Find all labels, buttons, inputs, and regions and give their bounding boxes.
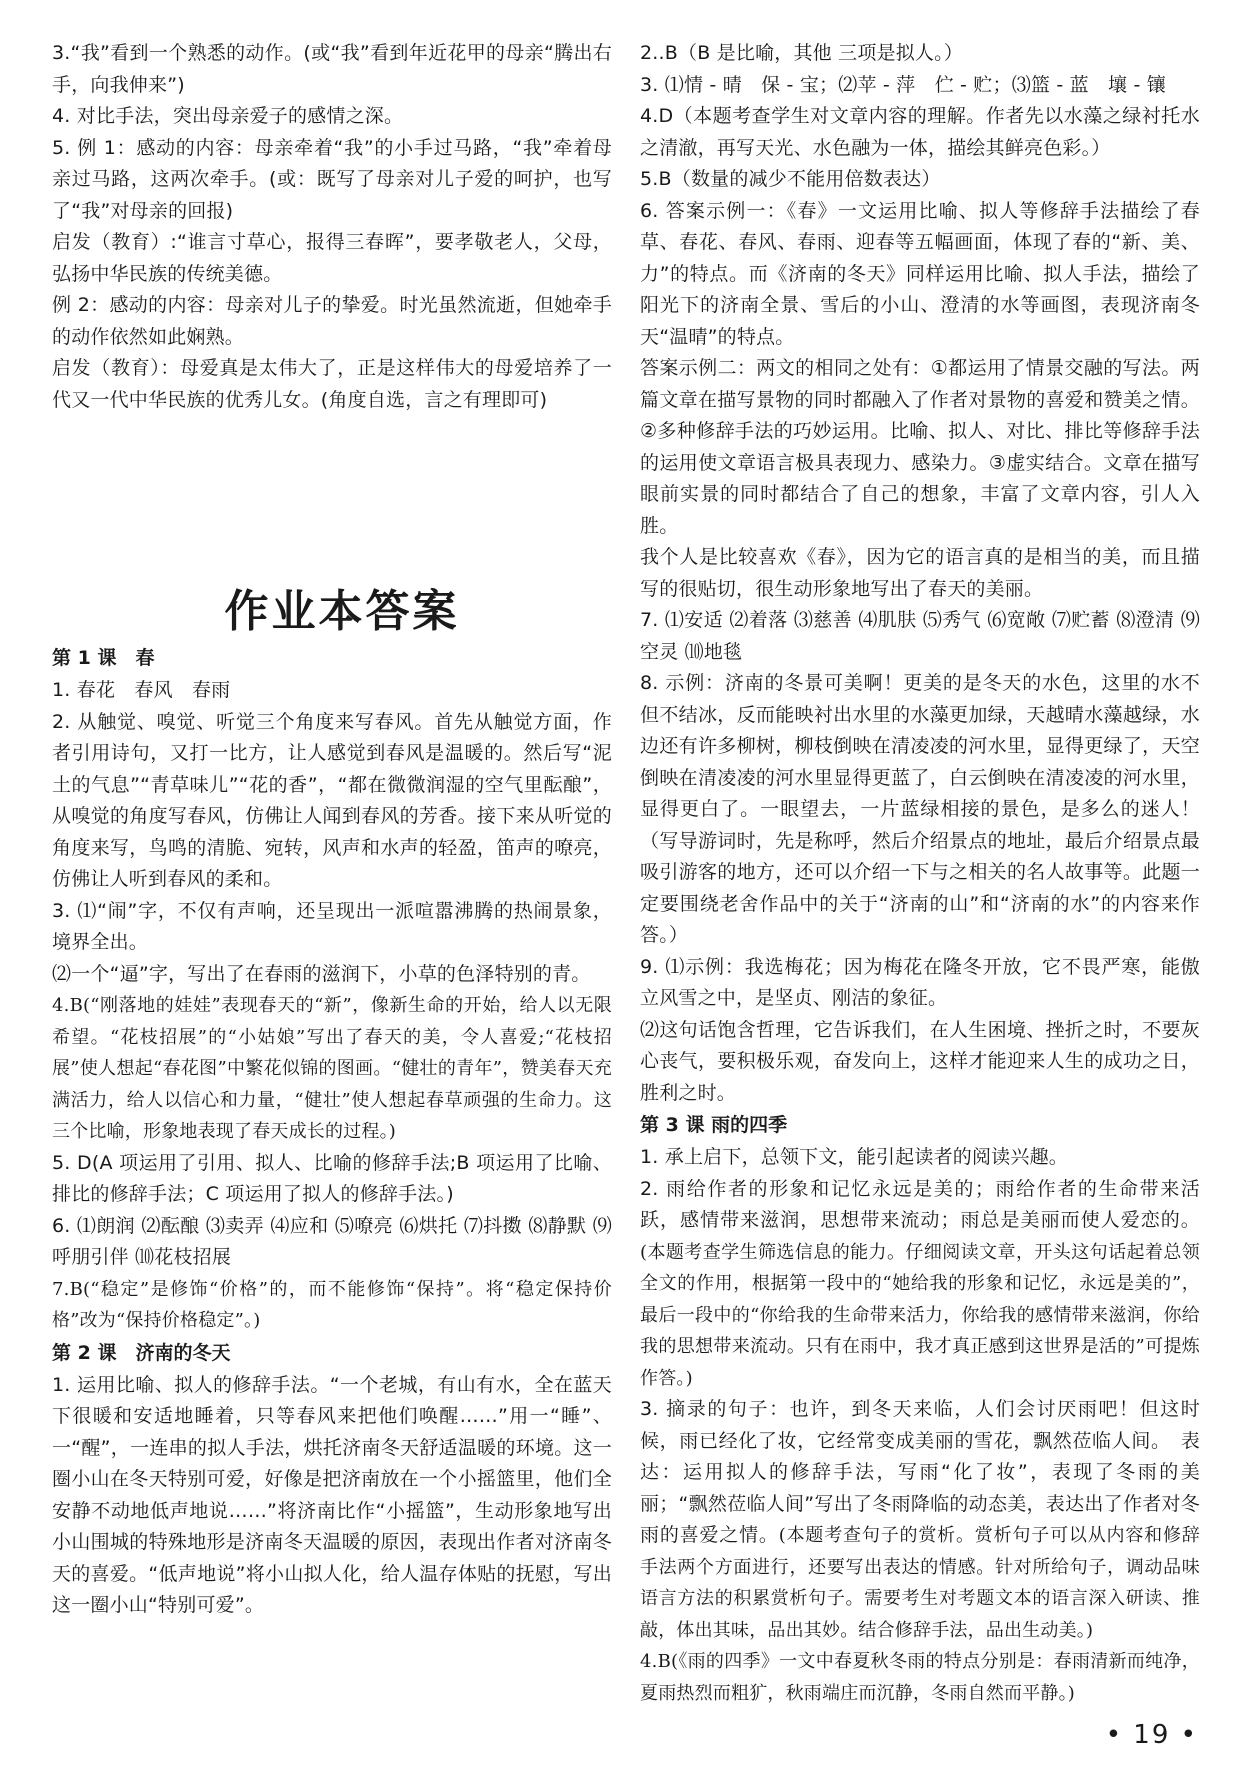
page-title: 作业本答案 <box>224 586 460 637</box>
right-item-2: 2..B（B 是比喻，其他 三项是拟人。） <box>640 42 964 64</box>
lesson3-item-2-main: 2. 雨给作者的形象和记忆永远是美的；雨给作者的生命带来活跃，感情带来滋润，思想带来流动；雨总是美丽而使人爱恋的。 <box>640 1177 1200 1231</box>
left-para-3: 5. 例 1：感动的内容：母亲牵着“我”的小手过马路，“我”牵着母亲过马路，这两次牵手。(或：既写了母亲对儿子爱的呵护，也写了“我”对母亲的回报) <box>52 136 612 222</box>
lesson3-item-3 <box>640 1394 1200 1646</box>
right-item-9-2: ⑵这句话饱含哲理，它告诉我们，在人生困境、挫折之时，不要灰心丧气，要积极乐观，奋发向上，这样才能迎来人生的成功之日，胜利之时。 <box>640 1018 1200 1104</box>
lesson1-item-3-1: 3. ⑴“闹”字，不仅有声响，还呈现出一派喧嚣沸腾的热闹景象，境界全出。 <box>52 899 612 953</box>
spacer <box>52 416 612 582</box>
left-column <box>52 38 612 1622</box>
lesson1-item-7: 7.B(“稳定”是修饰“价格”的，而不能修饰“保持”。将“稳定保持价格”改为“保持价格稳定”。) <box>52 1278 612 1331</box>
left-para-2: 4. 对比手法，突出母亲爱子的感情之深。 <box>52 105 404 127</box>
lesson3-item-3-note: (本题考查句子的赏析。赏析句子可以从内容和修辞手法两个方面进行，还要写出表达的情感。针对所给句子，调动品味语言方法的积累赏析句子。需要考生对考题文本的语言深入研读、推敲，体出其味，品出其妙。结合修辞手法，品出生动美。) <box>640 1525 1201 1641</box>
lesson2-item-1: 1. 运用比喻、拟人的修辞手法。“一个老城，有山有水，全在蓝天下很暖和安适地睡着，只等春风来把他们唤醒……”用一“睡”、一“醒”，一连串的拟人手法，烘托济南冬天舒适温暖的环境。这一圈小山在冬天特别可爱，好像是把济南放在一个小摇篮里，他们全安静不动地低声地说……”将济南比作“小摇篮”，生动形象地写出小山围城的特殊地形是济南冬天温暖的原因，表现出作者对济南冬天的喜爱。“低声地说”将小山拟人化，给人温存体贴的抚慰，写出这一圈小山“特别可爱”。 <box>52 1373 612 1616</box>
lesson3-item-2 <box>640 1174 1200 1395</box>
lesson3-item-1: 1. 承上启下，总领下文，能引起读者的阅读兴趣。 <box>640 1146 1068 1168</box>
lesson2-heading: 第 2 课 济南的冬天 <box>52 1341 231 1364</box>
left-para-6: 启发（教育）：母爱真是太伟大了，正是这样伟大的母爱培养了一代又一代中华民族的优秀儿女。(角度自选，言之有理即可) <box>52 357 612 411</box>
lesson1-heading: 第 1 课 春 <box>52 647 155 669</box>
right-item-4: 4.D（本题考查学生对文章内容的理解。作者先以水藻之绿衬托水之清澈，再写天光、水色融为一体，描绘其鲜亮色彩。） <box>640 105 1200 159</box>
right-column <box>640 38 1200 1709</box>
lesson3-item-4: 4.B(《雨的四季》一文中春夏秋冬雨的特点分别是：春雨清新而纯净，夏雨热烈而粗犷，秋雨端庄而沉静，冬雨自然而平静。) <box>640 1651 1200 1704</box>
lesson3-item-3-main: 3. 摘录的句子：也许，到冬天来临，人们会讨厌雨吧！但这时候，雨已经化了妆，它经常变成美丽的雪花，飘然莅临人间。 表达：运用拟人的修辞手法，写雨“化了妆”，表现了冬雨的美丽；“飘然莅临人间”写出了冬雨降临的动态美，表达出了作者对冬雨的喜爱之情。 <box>640 1398 1200 1546</box>
lesson1-item-1: 1. 春花 春风 春雨 <box>52 679 231 701</box>
right-item-9-1: 9. ⑴示例：我选梅花；因为梅花在隆冬开放，它不畏严寒，能傲立风雪之中，是坚贞、刚洁的象征。 <box>640 955 1200 1009</box>
right-item-6-personal: 我个人是比较喜欢《春》，因为它的语言真的是相当的美，而且描写的很贴切，很生动形象地写出了春天的美丽。 <box>640 546 1200 600</box>
lesson1-item-6: 6. ⑴朗润 ⑵酝酿 ⑶卖弄 ⑷应和 ⑸嘹亮 ⑹烘托 ⑺抖擞 ⑻静默 ⑼呼朋引伴 ⑽花枝招展 <box>52 1214 612 1268</box>
left-para-5: 例 2：感动的内容：母亲对儿子的挚爱。时光虽然流逝，但她牵手的动作依然如此娴熟。 <box>52 294 612 348</box>
left-para-4: 启发（教育）:“谁言寸草心，报得三春晖”，要孝敬老人，父母，弘扬中华民族的传统美德。 <box>52 231 612 285</box>
right-item-5: 5.B（数量的减少不能用倍数表达） <box>640 168 941 190</box>
right-item-3: 3. ⑴情 - 晴 保 - 宝；⑵苹 - 萍 伫 - 贮；⑶篮 - 蓝 壤 - 镶 <box>640 73 1166 96</box>
right-item-6-ex2: 答案示例二：两文的相同之处有：①都运用了情景交融的写法。两篇文章在描写景物的同时都融入了作者对景物的喜爱和赞美之情。②多种修辞手法的巧妙运用。比喻、拟人、对比、排比等修辞手法的运用使文章语言极具表现力、感染力。③虚实结合。文章在描写眼前实景的同时都结合了自己的想象，丰富了文章内容，引人入胜。 <box>640 357 1200 537</box>
left-para-1: 3.“我”看到一个熟悉的动作。(或“我”看到年近花甲的母亲“腾出右手，向我伸来”) <box>52 42 612 96</box>
lesson1-item-2: 2. 从触觉、嗅觉、听觉三个角度来写春风。首先从触觉方面，作者引用诗句，又打一比方，让人感觉到春风是温暖的。然后写“泥土的气息”“青草味儿”“花的香”，“都在微微润湿的空气里酝酿”，从嗅觉的角度写春风，仿佛让人闻到春风的芳香。接下来从听觉的角度来写，鸟鸣的清脆、宛转，风声和水声的轻盈，笛声的嘹亮，仿佛让人听到春风的柔和。 <box>52 710 612 890</box>
right-item-8: 8. 示例：济南的冬景可美啊！更美的是冬天的水色，这里的水不但不结冰，反而能映衬出水里的水藻更加绿，天越晴水藻越绿，水边还有许多柳树，柳枝倒映在清凌凌的河水里，显得更绿了，天空倒映在清凌凌的河水里显得更蓝了，白云倒映在清凌凌的河水里，显得更白了。一眼望去，一片蓝绿相接的景色，是多么的迷人！（写导游词时，先是称呼，然后介绍景点的地址，最后介绍景点最吸引游客的地方，还可以介绍一下与之相关的名人故事等。此题一定要围绕老舍作品中的关于“济南的山”和“济南的水”的内容来作答。） <box>640 672 1200 946</box>
lesson3-heading: 第 3 课 雨的四季 <box>640 1114 788 1136</box>
lesson1-item-3-2: ⑵一个“逼”字，写出了在春雨的滋润下，小草的色泽特别的青。 <box>52 962 591 985</box>
lesson3-item-2-note: (本题考查学生筛选信息的能力。仔细阅读文章，开头这句话起着总领全文的作用，根据第一段中的“她给我的形象和记忆，永远是美的”，最后一段中的“你给我的生命带来活力，你给我的感情带来滋润，你给我的思想带来流动。只有在雨中，我才真正感到这世界是活的”可提炼作答。) <box>640 1241 1200 1389</box>
page-number: • 19 • <box>1105 1720 1198 1750</box>
right-item-7: 7. ⑴安适 ⑵着落 ⑶慈善 ⑷肌肤 ⑸秀气 ⑹宽敞 ⑺贮蓄 ⑻澄清 ⑼空灵 ⑽地毯 <box>640 609 1200 663</box>
right-item-6-ex1: 6. 答案示例一：《春》一文运用比喻、拟人等修辞手法描绘了春草、春花、春风、春雨、迎春等五幅画面，体现了春的“新、美、力”的特点。而《济南的冬天》同样运用比喻、拟人手法，描绘了阳光下的济南全景、雪后的小山、澄清的水等画图，表现济南冬天“温晴”的特点。 <box>640 199 1200 348</box>
lesson1-item-5: 5. D(A 项运用了引用、拟人、比喻的修辞手法;B 项运用了比喻、排比的修辞手法；C 项运用了拟人的修辞手法。) <box>52 1151 612 1205</box>
lesson1-item-4: 4.B(“刚落地的娃娃”表现春天的“新”，像新生命的开始，给人以无限希望。“花枝招展”的“小姑娘”写出了春天的美，令人喜爱;“花枝招展”使人想起“春花图”中繁花似锦的图画。“健壮的青年”，赞美春天充满活力，给人以信心和力量，“健壮”使人想起春草顽强的生命力。这三个比喻，形象地表现了春天成长的过程。) <box>52 995 612 1142</box>
